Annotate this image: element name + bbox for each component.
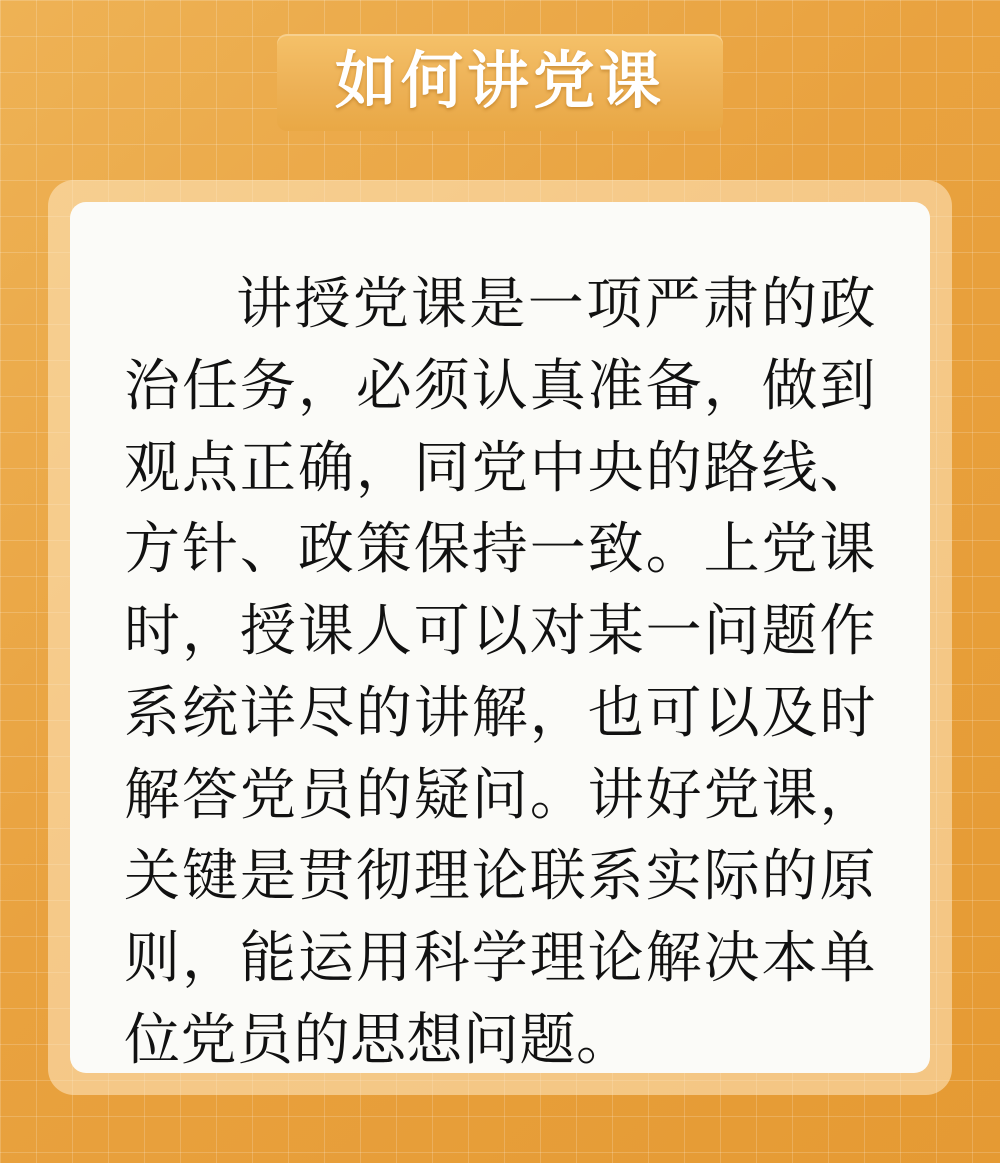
title-plate bbox=[277, 34, 723, 131]
content-card-frame bbox=[48, 180, 952, 1095]
body-paragraph: 讲授党课是一项严肃的政治任务，必须认真准备，做到观点正确，同党中央的路线、方针、政策保持一致。上党课时，授课人可以对某一问题作系统详尽的讲解，也可以及时解答党员的疑问。讲好党课，关键是贯彻理论联系实际的原则，能运用科学理论解决本单位党员的思想问题。 bbox=[124, 272, 876, 1073]
page-title: 如何讲党课 bbox=[334, 44, 665, 117]
content-card bbox=[70, 202, 930, 1073]
title-container bbox=[0, 34, 1000, 131]
